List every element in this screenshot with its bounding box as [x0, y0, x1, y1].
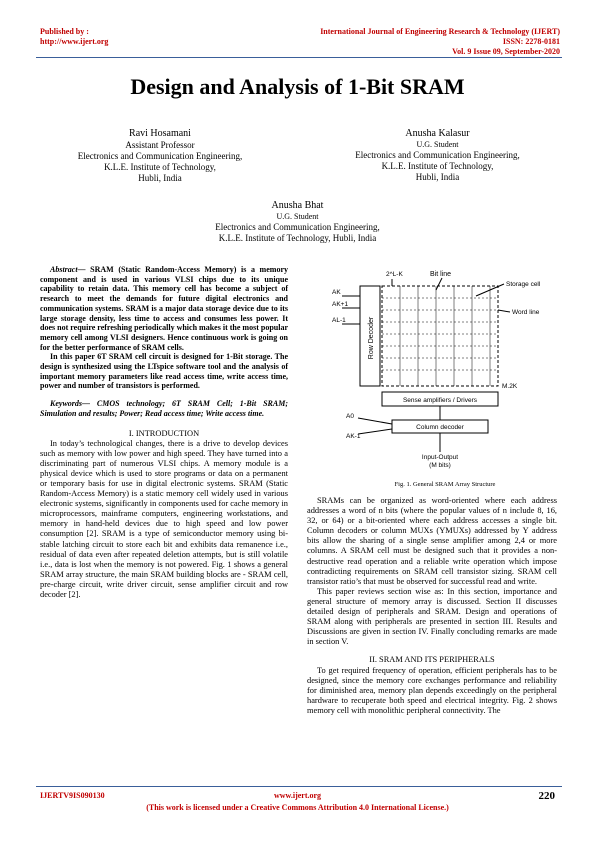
addr-al1: AL-1 [332, 317, 346, 324]
addr-a0: A0 [346, 413, 354, 420]
sram-array-diagram [330, 266, 570, 476]
publisher-url[interactable]: http://www.ijert.org [40, 37, 109, 46]
author-block-3 [180, 199, 415, 244]
left-column [40, 265, 288, 600]
author-affiliation: Electronics and Communication Engineering, [215, 222, 380, 232]
author-role: Assistant Professor [125, 140, 195, 150]
word-line-pointer [498, 310, 510, 312]
word-line-label: Word line [512, 309, 540, 316]
footer-url[interactable]: www.ijert.org [273, 791, 322, 800]
journal-name: International Journal of Engineering Research & Technology (IJERT) [320, 27, 560, 36]
figure-caption: Fig. 1. General SRAM Array Structure [394, 481, 496, 488]
keywords [40, 399, 288, 418]
abstract-p2: In this paper 6T SRAM cell circuit is designed for 1-Bit storage. The design is synthesized using the LTspice software tool and the analysis of important memory parameters like read access time, write access time, power and number of transistors is performed. [40, 352, 288, 391]
rows-label: 2^L-K [386, 271, 403, 278]
row-decoder-label: Row Decoder [368, 316, 375, 360]
author-affiliation: Electronics and Communication Engineering, [77, 151, 243, 161]
author-name: Anusha Bhat [271, 200, 324, 211]
addr-ak: AK [332, 289, 341, 296]
abstract-label: Abstract— [50, 265, 86, 274]
author-affiliation: Hubli, India [138, 173, 182, 183]
publisher-label: Published by : [40, 27, 89, 36]
addr-ak1: AK+1 [332, 301, 349, 308]
section-heading-intro: I. INTRODUCTION [128, 428, 200, 438]
column-decoder-label: Column decoder [416, 424, 464, 431]
paper-title: Design and Analysis of 1-Bit SRAM [130, 74, 465, 99]
footer-rule [36, 786, 562, 787]
sense-amp-label: Sense amplifiers / Drivers [402, 397, 478, 404]
author-block-2 [335, 127, 540, 183]
author-affiliation: Hubli, India [415, 172, 460, 182]
addr-a0-line [358, 418, 392, 424]
author-affiliation: K.L.E. Institute of Technology, [381, 161, 494, 171]
publisher-header [40, 27, 108, 47]
storage-cell-label: Storage cell [506, 281, 541, 288]
author-affiliation: K.L.E. Institute of Technology, Hubli, India [218, 233, 377, 243]
right-paragraph-1: SRAMs can be organized as word-oriented where each address addresses a word of n bits (where the popular values of n include 8, 16, 32, or 64) or a bit-oriented where each address accesses a single bit. Column decoders or column MUXs (YMUXs) addressed by Y address bits allow the sharing of a single sense amplifier among 2,4 or more columns. A SRAM cell must be designed such that it provides a non-destructive read operation and a reliable write operation which impose contradicting requirements on SRAM cell transistor sizing. SRAM cell transistor ratio’s that must be observed for successful read and write. [307, 496, 557, 586]
addr-ak1b-line [358, 429, 392, 434]
author-affiliation: Electronics and Communication Engineering, [355, 150, 520, 160]
author-block-1 [60, 127, 260, 184]
section2-paragraph: To get required frequency of operation, efficient peripherals has to be designed, since the memory core exchanges performance and reliability for diminished area, memory plan depends exceedingly on the peripheral hardware to recuperate both speed and electrical integrity. Fig. 2 shows memory cell with monolithic peripheral connectivity. The [307, 665, 557, 715]
page-number: 220 [538, 790, 555, 802]
keywords-label: Keywords— [50, 399, 90, 409]
header-rule [36, 57, 562, 58]
right-paragraph-2: This paper reviews section wise as: In this section, importance and general structure of memory array is discussed. Section II discusses detailed design of peripherals and SRAM. Design and operations of SRAM along with peripherals are presented in section III. Results and Discussions are given in section IV. Finally concluding remarks are made in section V. [307, 586, 557, 647]
journal-issue: Vol. 9 Issue 09, September-2020 [452, 47, 560, 56]
author-role: U.G. Student [276, 212, 319, 221]
io-sublabel: (M bits) [429, 462, 451, 469]
bit-line-label: Bit line [430, 271, 452, 278]
author-name: Anusha Kalasur [405, 128, 470, 139]
addr-ak1b: AK-1 [346, 433, 361, 440]
author-affiliation: K.L.E. Institute of Technology, [104, 162, 216, 172]
right-column [307, 496, 557, 716]
io-label: Input-Output [421, 454, 459, 461]
figure-1 [330, 266, 570, 476]
paper-id: IJERTV9IS090130 [40, 791, 105, 800]
abstract-text: SRAM (Static Random-Access Memory) is a memory component and is used in various VLSI chips due to its unique capability to retain data. This memory cell has become a subject of research to meet the demands for future digital electronics and communication systems. SRAM is a major data storage device due to its large storage density, less time to access and consumes less power. It does not require refreshing periodically which makes it the most popular memory cell among VLSI designers. Hence continuous work is going on for the better performance of SRAM cells. [40, 265, 288, 352]
intro-paragraph: In today’s technological changes, there is a drive to develop devices such as memory with low power and high speed. They have turned into a discriminating part of numerous VLSI chips. A memory module is a physical device which is used to store programs or data on a permanent or temporary basis for use in digital electronic systems. SRAM (Static Random-Access Memory) is a static memory cell widely used in various electronic systems, significantly in components used for cache memory in microprocessors, mainframe computers, engineering workstations, and memory in hand-held devices due to high speed and low power consumption [2]. SRAM is a type of semiconductor memory using bi-stable latching circuit to store each bit and exhibits data remanence i.e., residual of data even after repeated deletion attempts, but is still volatile i.e., data is lost when the memory is not powered. Fig. 1 shows a general SRAM array structure, the main SRAM building blocks are - SRAM cell, pre-charge circuit, write driver circuit, sense amplifier circuit and row decoder [2]. [40, 438, 288, 600]
keywords-text: CMOS technology; 6T SRAM Cell; 1-Bit SRAM; Simulation and results; Power; Read access time; Write access time. [40, 399, 288, 418]
author-name: Ravi Hosamani [129, 128, 191, 139]
memory-array-box [382, 286, 498, 386]
journal-issn: ISSN: 2278-0181 [502, 37, 560, 46]
abstract-p1 [40, 265, 288, 352]
license-note: (This work is licensed under a Creative Commons Attribution 4.0 International License.) [146, 803, 449, 812]
journal-header [320, 27, 560, 57]
section-heading-2: II. SRAM AND ITS PERIPHERALS [369, 655, 495, 665]
m2k-label: M.2K [502, 383, 518, 390]
author-role: U.G. Student [416, 140, 459, 149]
